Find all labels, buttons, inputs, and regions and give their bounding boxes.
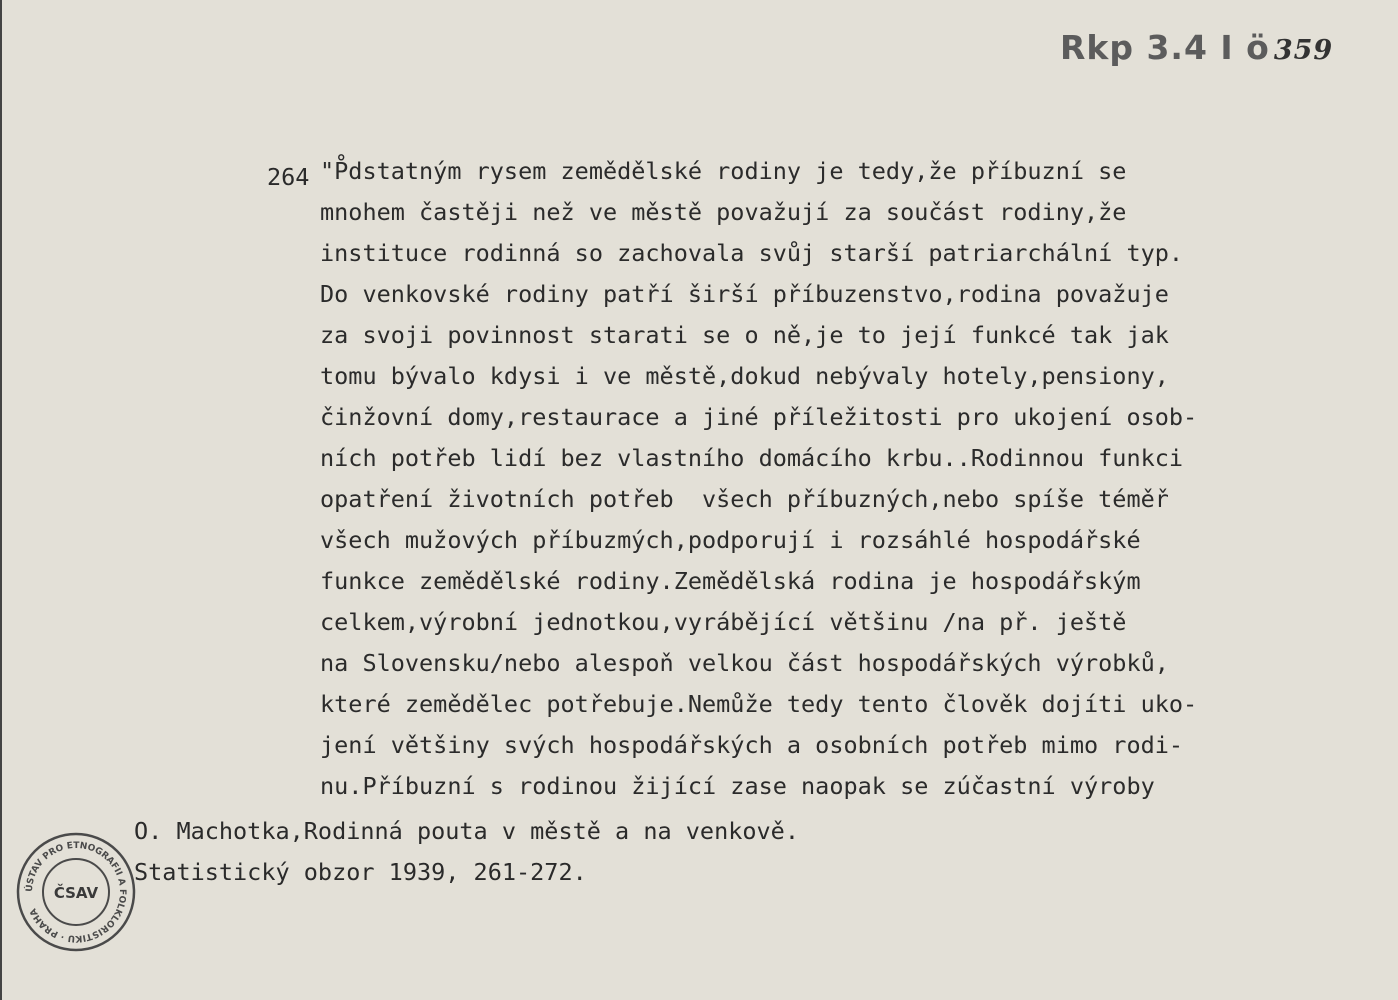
text-line: činžovní domy,restaurace a jiné příležitosti pro ukojení osob- bbox=[320, 403, 1198, 431]
shelfmark-code: Rkp 3.4 I ö bbox=[1060, 28, 1270, 67]
stamp-ring-text: ÚSTAV PRO ETNOGRAFII A FOLKLORISTIKU · PRAHA bbox=[24, 840, 128, 944]
text-line: Do venkovské rodiny patří širší příbuzenstvo,rodina považuje bbox=[320, 280, 1169, 308]
shelfmark-handwritten-number: 359 bbox=[1273, 35, 1334, 66]
text-line: instituce rodinná so zachovala svůj starší patriarchální typ. bbox=[320, 239, 1184, 267]
institution-stamp-icon bbox=[14, 830, 138, 954]
text-line: mnohem častěji než ve městě považují za součást rodiny,že bbox=[320, 198, 1127, 226]
text-line: tomu bývalo kdysi i ve městě,dokud nebývaly hotely,pensiony, bbox=[320, 362, 1169, 390]
text-line: které zemědělec potřebuje.Nemůže tedy tento člověk dojíti uko- bbox=[320, 690, 1198, 718]
text-line: "P̊dstatným rysem zemědělské rodiny je tedy,že příbuzní se bbox=[320, 157, 1127, 185]
entry-number: 264 bbox=[267, 163, 310, 191]
text-line: ních potřeb lidí bez vlastního domácího krbu..Rodinnou funkci bbox=[320, 444, 1184, 472]
text-line: na Slovensku/nebo alespoň velkou část hospodářských výrobků, bbox=[320, 649, 1169, 677]
text-line: funkce zemědělské rodiny.Zemědělská rodina je hospodářským bbox=[320, 567, 1141, 595]
source-line-publication: Statistický obzor 1939, 261-272. bbox=[134, 858, 587, 886]
text-line: celkem,výrobní jednotkou,vyrábějící většinu /na př. ještě bbox=[320, 608, 1127, 636]
text-line: za svoji povinnost starati se o ně,je to její funkcé tak jak bbox=[320, 321, 1169, 349]
text-line: nu.Příbuzní s rodinou žijící zase naopak se zúčastní výroby bbox=[320, 772, 1155, 800]
source-line-author-title: O. Machotka,Rodinná pouta v městě a na venkově. bbox=[134, 817, 799, 845]
text-line: jení většiny svých hospodářských a osobních potřeb mimo rodi- bbox=[320, 731, 1184, 759]
stamp-center-text: ČSAV bbox=[53, 884, 99, 902]
shelfmark bbox=[1060, 28, 1333, 67]
text-line: všech mužových příbuzmých,podporují i rozsáhlé hospodářské bbox=[320, 526, 1141, 554]
text-line: opatření životních potřeb všech příbuzných,nebo spíše téměř bbox=[320, 485, 1169, 513]
